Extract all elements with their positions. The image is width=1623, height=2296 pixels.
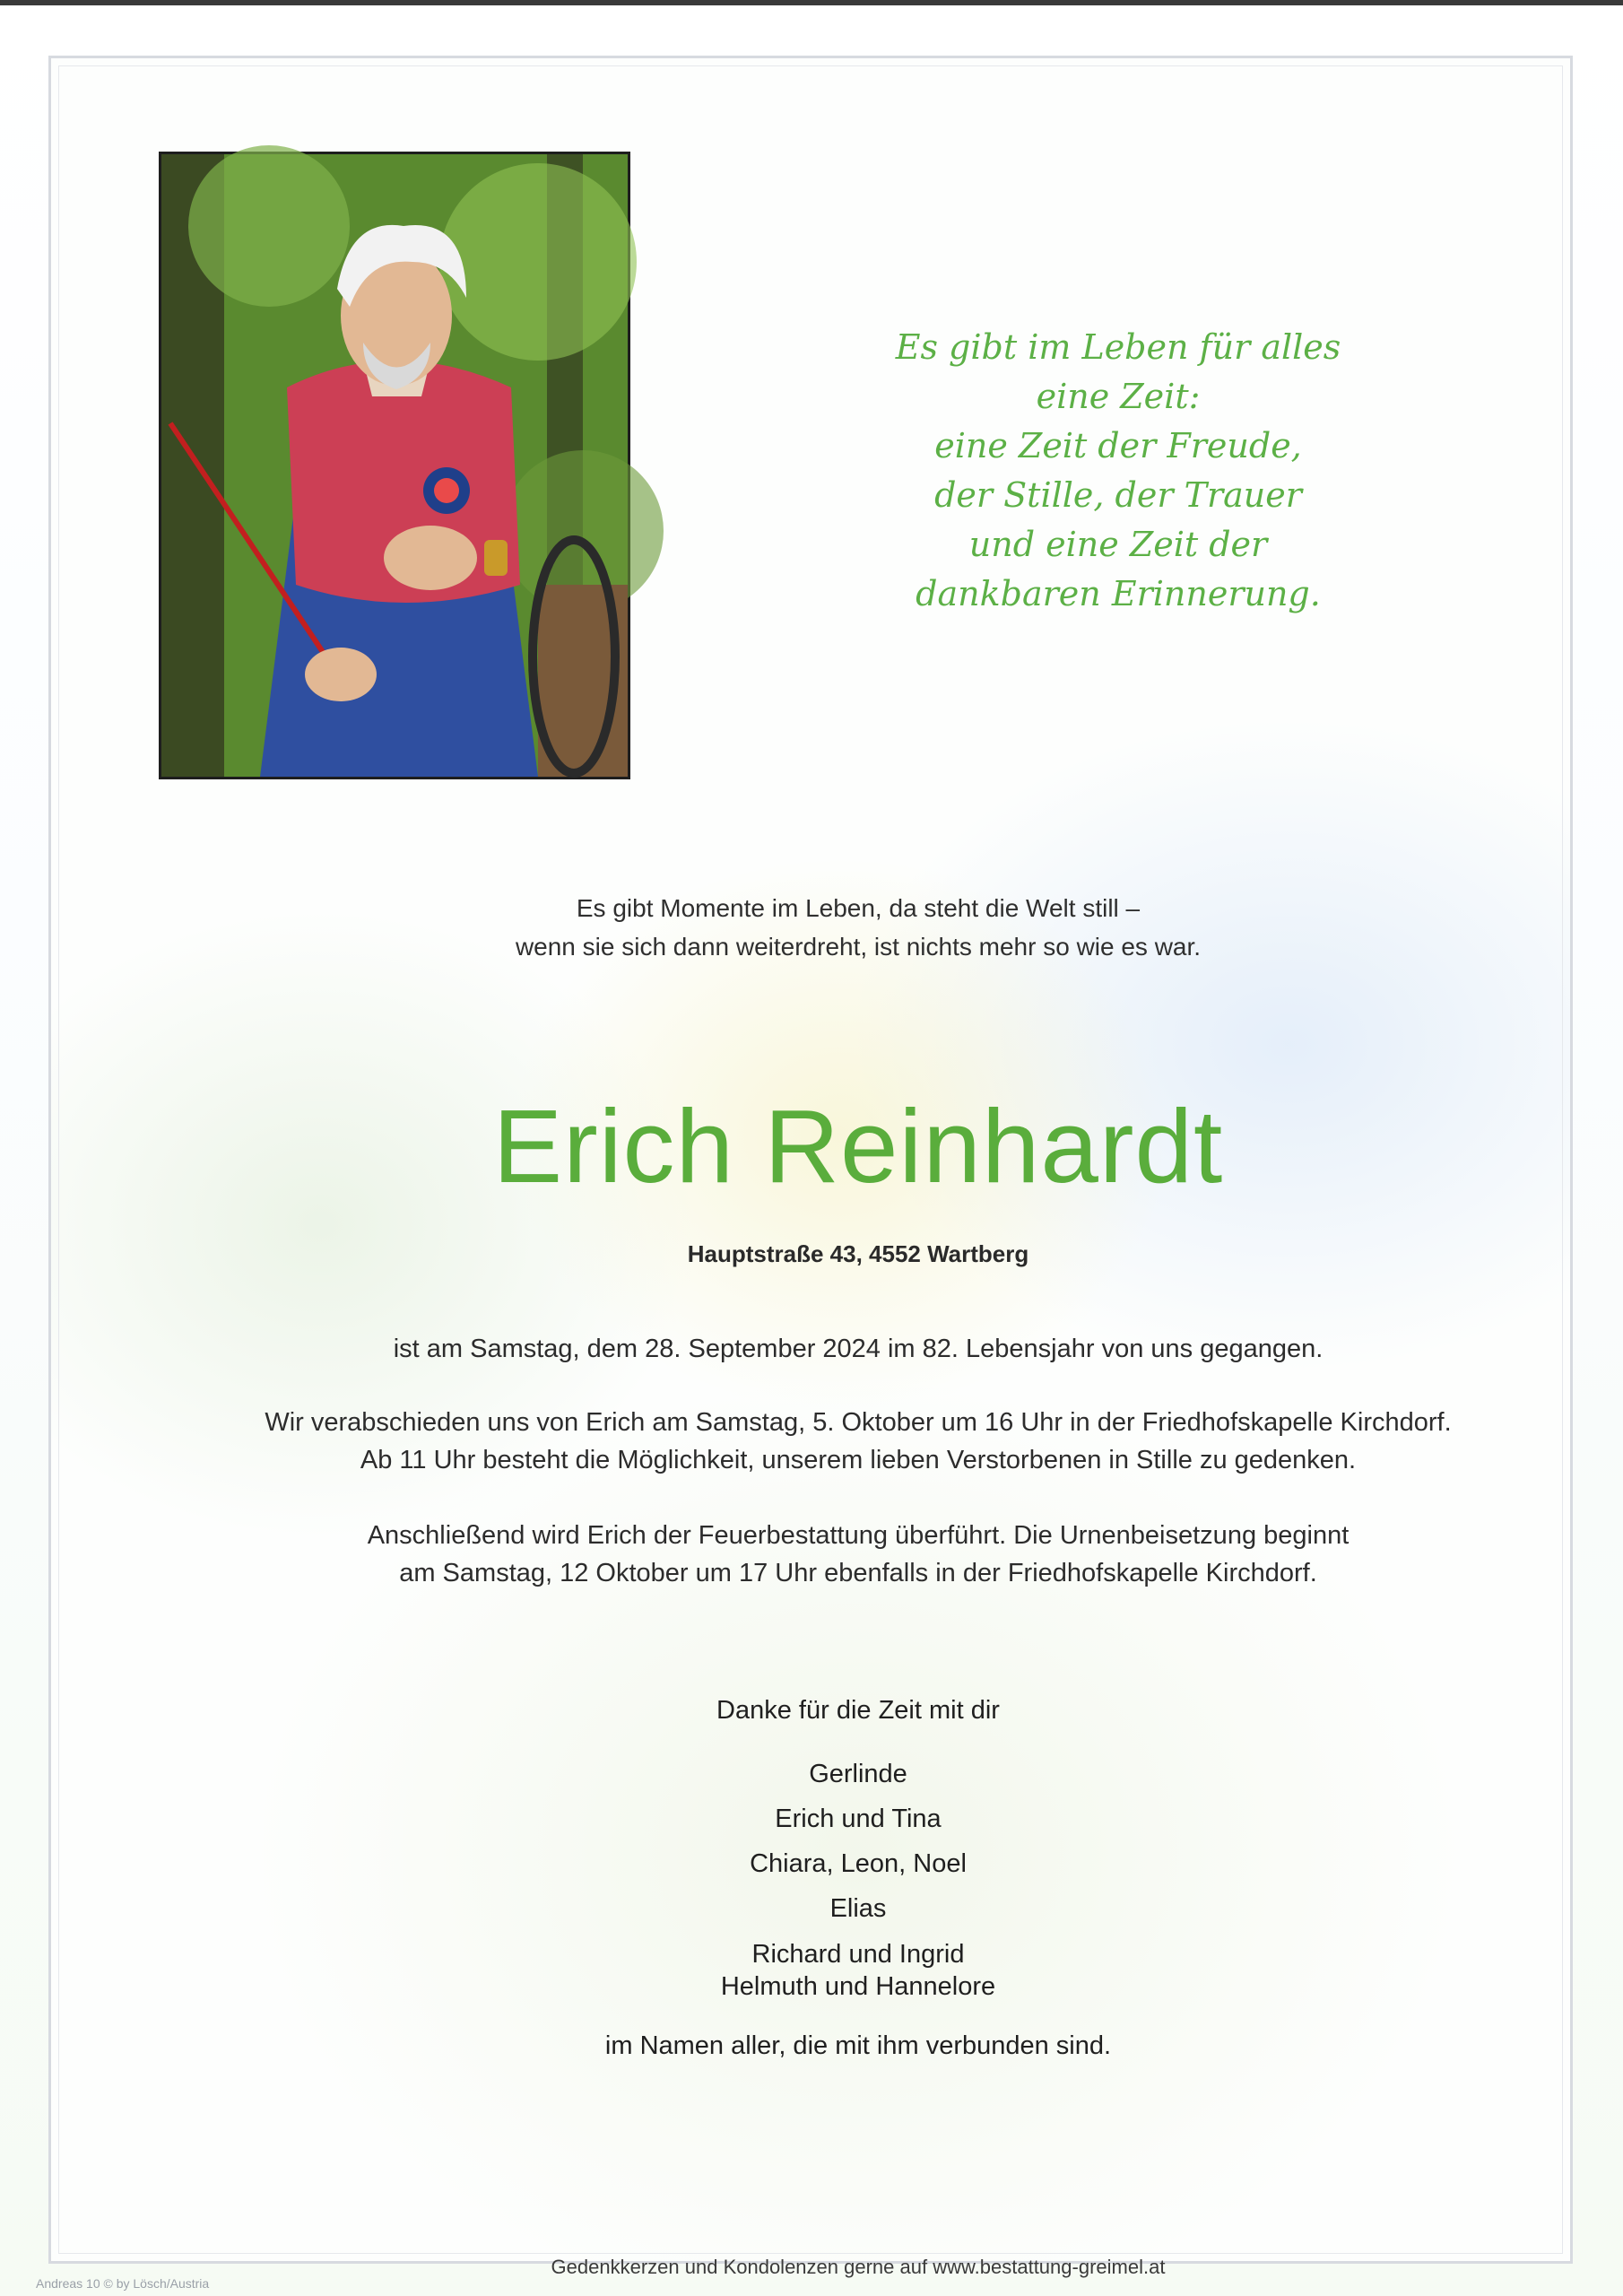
verse-line: der Stille, der Trauer [934, 475, 1302, 515]
verse-line: eine Zeit: [1036, 377, 1201, 416]
quote-line-2: wenn sie sich dann weiterdreht, ist nichts mehr so wie es war. [515, 933, 1202, 961]
deceased-name: Erich Reinhardt [492, 1088, 1224, 1205]
template-credit: Andreas 10 © by Lösch/Austria [36, 2276, 210, 2291]
thanks-line: Danke für die Zeit mit dir [716, 1696, 1000, 1725]
verse-line: Es gibt im Leben für alles [895, 327, 1341, 367]
mourner-name: Gerlinde [809, 1760, 907, 1788]
farewell-line-2: Ab 11 Uhr besteht die Möglichkeit, unserem lieben Verstorbenen in Stille zu gedenken. [360, 1446, 1357, 1474]
burial-line-2: am Samstag, 12 Oktober um 17 Uhr ebenfalls in der Friedhofskapelle Kirchdorf. [399, 1559, 1317, 1587]
farewell-info [177, 1404, 1540, 1479]
obituary-sheet [0, 5, 1623, 2296]
mourner-name: Chiara, Leon, Noel [750, 1849, 967, 1878]
portrait-illustration [161, 154, 628, 777]
verse-line: eine Zeit der Freude, [934, 426, 1302, 465]
verse-line: und eine Zeit der [968, 525, 1268, 564]
closing-line: im Namen aller, die mit ihm verbunden sind. [604, 2031, 1112, 2060]
mourners-list [230, 1752, 1486, 2003]
death-notice [177, 1330, 1540, 1368]
page-frame [48, 56, 1573, 2278]
footer-note: Gedenkkerzen und Kondolenzen gerne auf www.bestattung-greimel.at [551, 2256, 1166, 2278]
verse-line: dankbaren Erinnerung. [916, 574, 1321, 613]
opening-quote [230, 889, 1486, 966]
deceased-address: Hauptstraße 43, 4552 Wartberg [687, 1240, 1029, 1267]
burial-info [177, 1517, 1540, 1592]
mourner-name: Elias [829, 1894, 887, 1923]
death-notice-text: ist am Samstag, dem 28. September 2024 im 82. Lebensjahr von uns gegangen. [393, 1335, 1324, 1363]
mourner-name: Erich und Tina [775, 1805, 942, 1833]
burial-line-1: Anschließend wird Erich der Feuerbestattung überführt. Die Urnenbeisetzung beginnt [367, 1521, 1350, 1550]
mourner-name: Richard und Ingrid [751, 1940, 965, 1969]
farewell-line-1: Wir verabschieden uns von Erich am Samstag, 5. Oktober um 16 Uhr in der Friedhofskapelle Kirchdorf. [265, 1408, 1452, 1437]
portrait-photo [159, 152, 630, 779]
verse-poem [751, 323, 1486, 619]
quote-line-1: Es gibt Momente im Leben, da steht die Welt still – [576, 894, 1141, 922]
mourner-name: Helmuth und Hannelore [720, 1972, 996, 2001]
